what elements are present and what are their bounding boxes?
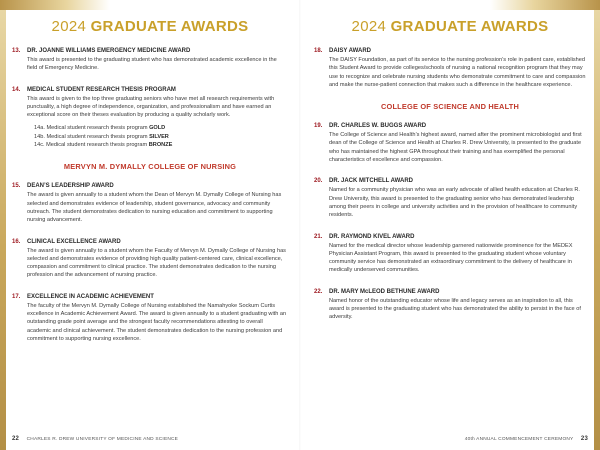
sub-item-text: 14c. Medical student research thesis program bbox=[34, 142, 148, 149]
thesis-level-silver bbox=[34, 133, 288, 141]
award-description: The award is given annually to a student whom the Faculty of Mervyn M. Dymally College of Nursing has selected and demonstrates evidence of providing high quality patient-centered care, clinical excellence, compassion and commitment to clinical practice. The student demonstrates dedication to the nursing profession and the advancement of nursing practice. bbox=[27, 247, 286, 279]
award-number: 16. bbox=[12, 238, 21, 245]
award-name: DAISY AWARD bbox=[329, 48, 372, 54]
section-heading-nursing: MERVYN M. DYMALLY COLLEGE OF NURSING bbox=[63, 162, 237, 172]
award-number: 22. bbox=[314, 288, 323, 295]
footer-text: 40th ANNUAL COMMENCEMENT CEREMONY bbox=[464, 437, 574, 442]
award-description: The DAISY Foundation, as part of its service to the nursing profession’s role in patient care, established this Student Award to provide colleges/schools of nursing a national recognition program that they may use to recognize and celebrate nursing students who demonstrate commitment to care and compassion and make the nurse-patient connection that makes such a difference in the healthcare experience. bbox=[329, 57, 586, 88]
right-page-title bbox=[300, 18, 600, 35]
thesis-level-bronze bbox=[34, 141, 288, 149]
award-description: This award is given to the top three graduating seniors who have met all research requirements with punctuality, a high degree of independence, organization, and professionalism and have earned an exceptional score on their theses evaluation by producing a quality scholarly work. bbox=[27, 95, 275, 119]
award-description: Named for the medical director whose leadership garnered nationwide prominence for the MEDEX Physician Assistant Program, this award is presented to the graduating student whose voluntary community service has demonstrated an extraordinary commitment to the delivery of healthcare in medically underserved communities. bbox=[329, 242, 573, 274]
right-footer bbox=[465, 436, 588, 442]
page-number: 22 bbox=[12, 436, 20, 442]
award-name: CLINICAL EXCELLENCE AWARD bbox=[27, 238, 121, 245]
left-page-title bbox=[0, 18, 300, 35]
award-16 bbox=[12, 238, 288, 280]
sub-item-level: BRONZE bbox=[148, 142, 173, 149]
sub-item-text: 14a. Medical student research thesis program bbox=[34, 125, 148, 132]
award-name: MEDICAL STUDENT RESEARCH THESIS PROGRAM bbox=[27, 86, 176, 93]
award-number: 19. bbox=[314, 123, 323, 130]
award-description: This award is presented to the graduating student who has demonstrated academic excellence in the field of Emergency Medicine. bbox=[27, 57, 277, 72]
award-description: Named for a community physician who was an early advocate of allied health education at Charles R. Drew University, this award is presented to the graduating senior who has demonstrated leadership among their peers in college and university activities and in the provision of healthcare to community residents. bbox=[329, 187, 580, 219]
left-footer bbox=[12, 436, 178, 442]
award-20 bbox=[314, 177, 586, 219]
award-number: 21. bbox=[314, 233, 323, 240]
award-name: EXCELLENCE IN ACADEMIC ACHIEVEMENT bbox=[27, 293, 154, 300]
award-number: 15. bbox=[12, 183, 21, 190]
award-number: 13. bbox=[12, 48, 21, 54]
title-year: 2024 bbox=[51, 18, 87, 35]
footer-text: CHARLES R. DREW UNIVERSITY OF MEDICINE AND SCIENCE bbox=[26, 437, 179, 442]
award-22 bbox=[314, 288, 586, 322]
title-year: 2024 bbox=[351, 18, 387, 35]
award-name: DR. MARY McLEOD BETHUNE AWARD bbox=[329, 288, 440, 295]
award-name: DR. CHARLES W. BUGGS AWARD bbox=[329, 123, 427, 130]
award-18 bbox=[314, 47, 586, 89]
award-13 bbox=[12, 47, 288, 73]
award-17 bbox=[12, 293, 288, 343]
award-number: 18. bbox=[314, 48, 323, 54]
award-description: The College of Science and Health’s highest award, named after the prominent microbiologist and first dean of the College of Science and Health at Charles R. Drew University, is presented to the graduate who has maintained the highest GPA throughout their training and has exemplified the personal characteristics of excellence and compassion. bbox=[329, 132, 582, 164]
award-description: Named honor of the outstanding educator whose life and legacy serves as an inspiration to all, this award is presented to the graduating student who has demonstrated the ability to persist in the face of adversity. bbox=[329, 297, 581, 321]
sub-item-level: GOLD bbox=[149, 125, 166, 132]
award-number: 17. bbox=[12, 293, 21, 300]
award-19 bbox=[314, 122, 586, 164]
left-page-content bbox=[12, 47, 288, 356]
award-name: DR. JOANNE WILLIAMS EMERGENCY MEDICINE AWARD bbox=[27, 48, 191, 54]
award-description: The faculty of the Mervyn M. Dymally College of Nursing established the Namahyoke Sockum Curtis excellence in Academic Achievement Award. The award is given annually to a student graduating with an outstanding grade point average and the strongest faculty recommendations attesting to overall academic and clinical achievement. The student demonstrates dedication to the nursing profession and commitment to supporting nursing excellence. bbox=[27, 302, 287, 342]
award-15 bbox=[12, 182, 288, 224]
award-21 bbox=[314, 233, 586, 275]
thesis-level-gold bbox=[34, 124, 288, 132]
award-description: The award is given annually to a student whom the Dean of Mervyn M. Dymally College of Nursing has selected and demonstrates evidence of leadership, student governance, advocacy and community outreach. The student demonstrates dedication to nursing education and commitment to supporting nursing advancement. bbox=[27, 192, 282, 224]
award-name: DEAN’S LEADERSHIP AWARD bbox=[27, 183, 114, 190]
award-14 bbox=[12, 86, 288, 150]
right-page bbox=[300, 0, 600, 450]
sub-item-text: 14b. Medical student research thesis program bbox=[34, 133, 148, 140]
thesis-levels-list bbox=[34, 124, 288, 149]
page-number: 23 bbox=[580, 436, 588, 442]
award-number: 14. bbox=[12, 86, 21, 93]
award-name: DR. JACK MITCHELL AWARD bbox=[329, 178, 413, 185]
award-name: DR. RAYMOND KIVEL AWARD bbox=[329, 233, 415, 240]
section-heading-science-health: COLLEGE OF SCIENCE AND HEALTH bbox=[380, 102, 519, 112]
right-page-content bbox=[314, 47, 586, 335]
sub-item-level: SILVER bbox=[149, 133, 169, 140]
title-text: GRADUATE AWARDS bbox=[90, 18, 249, 35]
award-number: 20. bbox=[314, 178, 323, 185]
title-text: GRADUATE AWARDS bbox=[390, 18, 549, 35]
